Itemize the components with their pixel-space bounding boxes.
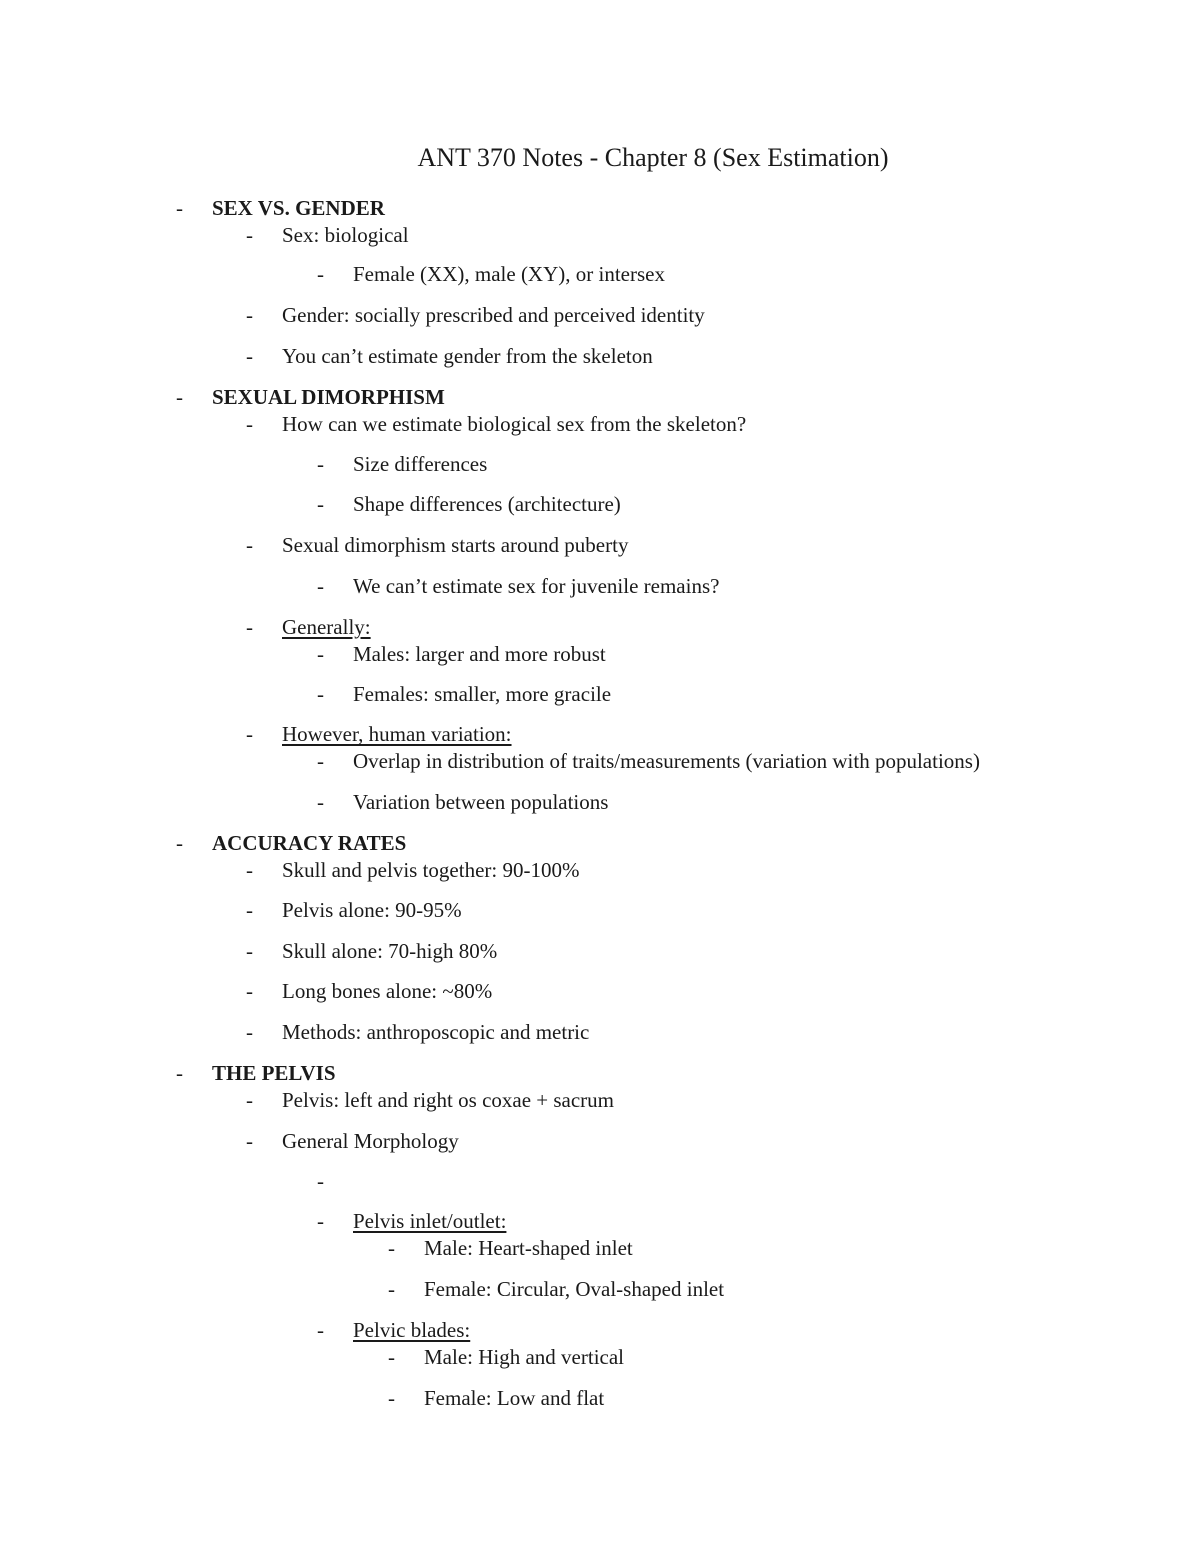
list-item-text: Overlap in distribution of traits/measurements (variation with populations) bbox=[353, 749, 980, 773]
bullet-dash: - bbox=[246, 939, 253, 963]
list-item-text: Pelvis alone: 90-95% bbox=[282, 898, 462, 922]
bullet-dash: - bbox=[176, 1061, 183, 1085]
bullet-dash: - bbox=[317, 1209, 324, 1233]
subheading-underlined: Pelvic blades: bbox=[353, 1318, 471, 1342]
bullet-dash: - bbox=[246, 344, 253, 368]
bullet-dash: - bbox=[246, 412, 253, 436]
section-heading: THE PELVIS bbox=[212, 1061, 336, 1085]
bullet-dash: - bbox=[317, 1318, 324, 1342]
document-title: ANT 370 Notes - Chapter 8 (Sex Estimation) bbox=[417, 143, 889, 172]
bullet-dash: - bbox=[317, 492, 324, 516]
list-item-text: Methods: anthroposcopic and metric bbox=[282, 1020, 590, 1044]
list-item-text: Sex: biological bbox=[282, 223, 409, 247]
list-item-text: Size differences bbox=[353, 452, 488, 476]
bullet-dash: - bbox=[317, 749, 324, 773]
list-item-text: Female: Low and flat bbox=[424, 1386, 605, 1410]
bullet-dash: - bbox=[317, 642, 324, 666]
bullet-dash: - bbox=[317, 574, 324, 598]
list-item-text: Females: smaller, more gracile bbox=[353, 682, 612, 706]
list-item-text: Males: larger and more robust bbox=[353, 642, 606, 666]
subheading-underlined: Pelvis inlet/outlet: bbox=[353, 1209, 507, 1233]
bullet-dash: - bbox=[246, 858, 253, 882]
bullet-dash: - bbox=[246, 979, 253, 1003]
bullet-dash: - bbox=[246, 303, 253, 327]
section-heading: ACCURACY RATES bbox=[212, 831, 407, 855]
bullet-dash: - bbox=[388, 1277, 395, 1301]
list-item-text: Female: Circular, Oval-shaped inlet bbox=[424, 1277, 725, 1301]
bullet-dash: - bbox=[246, 223, 253, 247]
bullet-dash: - bbox=[317, 790, 324, 814]
bullet-dash: - bbox=[246, 1088, 253, 1112]
list-item-text: Long bones alone: ~80% bbox=[282, 979, 493, 1003]
bullet-dash: - bbox=[317, 262, 324, 286]
list-item-text: Sexual dimorphism starts around puberty bbox=[282, 533, 629, 557]
bullet-dash: - bbox=[317, 682, 324, 706]
list-item-text: Skull and pelvis together: 90-100% bbox=[282, 858, 580, 882]
list-item-text: Variation between populations bbox=[353, 790, 609, 814]
list-item-text: Female (XX), male (XY), or intersex bbox=[353, 262, 665, 286]
bullet-dash: - bbox=[176, 385, 183, 409]
bullet-dash: - bbox=[246, 533, 253, 557]
section-heading: SEXUAL DIMORPHISM bbox=[212, 385, 445, 409]
section-heading: SEX VS. GENDER bbox=[212, 196, 385, 220]
list-item-text: Shape differences (architecture) bbox=[353, 492, 621, 516]
bullet-dash: - bbox=[388, 1345, 395, 1369]
list-item-text: Gender: socially prescribed and perceived identity bbox=[282, 303, 705, 327]
bullet-dash: - bbox=[246, 1129, 253, 1153]
list-item-text: Male: Heart-shaped inlet bbox=[424, 1236, 633, 1260]
list-item-text: General Morphology bbox=[282, 1129, 459, 1153]
list-item-text: Pelvis: left and right os coxae + sacrum bbox=[282, 1088, 615, 1112]
bullet-dash: - bbox=[317, 1169, 324, 1193]
bullet-dash: - bbox=[388, 1236, 395, 1260]
list-item-text: Male: High and vertical bbox=[424, 1345, 625, 1369]
list-item-text: Skull alone: 70-high 80% bbox=[282, 939, 498, 963]
bullet-dash: - bbox=[176, 831, 183, 855]
bullet-dash: - bbox=[317, 452, 324, 476]
subheading-underlined: However, human variation: bbox=[282, 722, 512, 746]
bullet-dash: - bbox=[176, 196, 183, 220]
bullet-dash: - bbox=[246, 898, 253, 922]
bullet-dash: - bbox=[246, 615, 253, 639]
list-item-text: How can we estimate biological sex from the skeleton? bbox=[282, 412, 747, 436]
subheading-underlined: Generally: bbox=[282, 615, 371, 639]
bullet-dash: - bbox=[246, 1020, 253, 1044]
bullet-dash: - bbox=[388, 1386, 395, 1410]
bullet-dash: - bbox=[246, 722, 253, 746]
list-item-text: You can’t estimate gender from the skeleton bbox=[282, 344, 653, 368]
list-item-text: We can’t estimate sex for juvenile remains? bbox=[353, 574, 720, 598]
